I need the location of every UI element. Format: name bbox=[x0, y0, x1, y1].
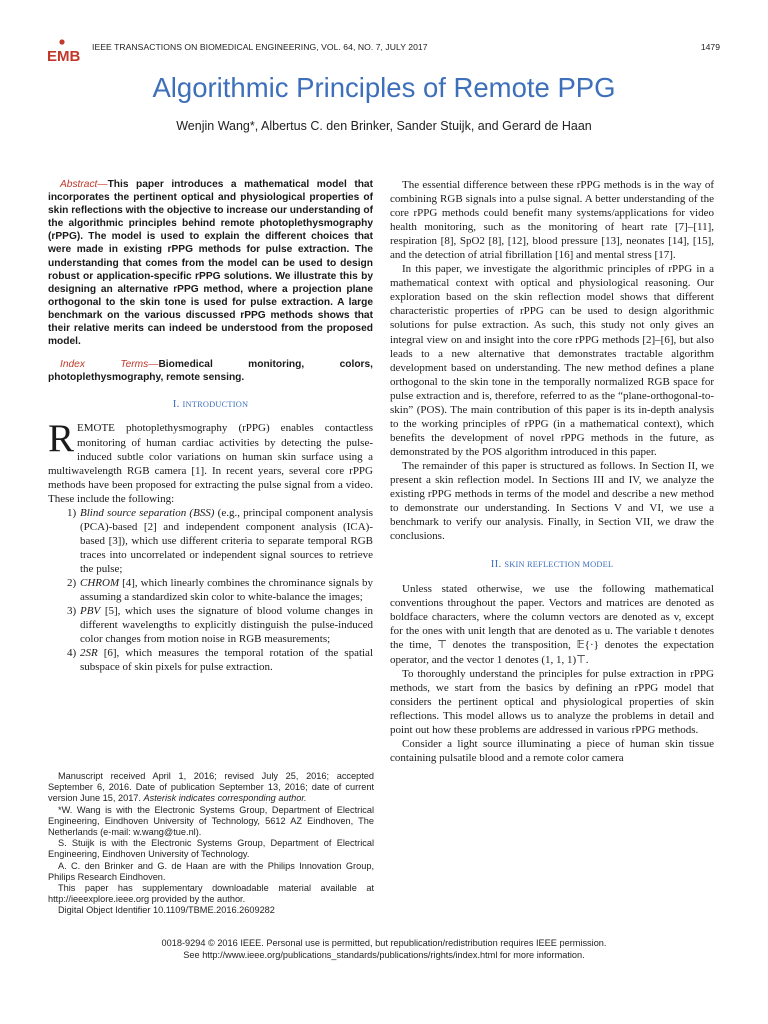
emb-logo bbox=[46, 38, 86, 66]
list-item: 3) PBV [5], which uses the signature of blood volume changes in different wavelengths to explicitly distinguish the pulse-induced color changes from motion noise in RGB measurements; bbox=[67, 605, 373, 646]
drop-cap: R bbox=[48, 417, 75, 461]
section-numeral: I. bbox=[172, 398, 180, 411]
footnote-asterisk: Asterisk indicates corresponding author. bbox=[143, 793, 307, 804]
list-item: 1) Blind source separation (BSS) (e.g., principal component analysis (PCA)-based [2] and independent component analysis (ICA)-based [3]), which use different criteria to separate temporal RGB traces into uncorrelated or independent signal sources to retrieve the pulse; bbox=[67, 506, 373, 575]
logo-text: EMB bbox=[47, 48, 81, 65]
intro-text: EMOTE photoplethysmography (rPPG) enables contactless monitoring of human cardiac activities by detecting the pulse-induced subtle color variations on human skin surface using a multiwavelength RGB camera [1]. In recent years, several core rPPG methods have been proposed for extracting the pulse signal from a video. These include the following: bbox=[48, 422, 373, 505]
footnote-supplementary: This paper has supplementary downloadable material available at http://ieeexplore.ieee.org provided by the author. bbox=[48, 883, 374, 905]
page-number: 1479 bbox=[700, 42, 720, 52]
section-heading-introduction bbox=[48, 397, 373, 412]
body-paragraph: Consider a light source illuminating a piece of human skin tissue containing pulsatile blood and a remote color camera bbox=[390, 737, 714, 764]
footnote-doi: Digital Object Identifier 10.1109/TBME.2016.2609282 bbox=[58, 905, 275, 916]
intro-paragraph bbox=[48, 417, 373, 505]
index-terms-label: Index Terms bbox=[60, 359, 149, 371]
body-paragraph: The remainder of this paper is structured as follows. In Section II, we present a skin reflection model. In Sections III and IV, we analyze the existing rPPG methods in terms of the model and describe a new method to demonstrate our understanding. In Sections V and VI, we use a benchmark to verify our analysis. Finally, in Section VII, we draw the conclusions. bbox=[390, 459, 714, 543]
body-paragraph: In this paper, we investigate the algorithmic principles of rPPG in a mathematical context with optical and physiological reasoning. Our exploration based on the skin reflection model shows that different characteristic properties of rPPG can be used to design algorithmic solutions for pulse extraction. As such, this study not only gives an integral view on and insight into the core rPPG methods [2]–[6], but also leads to a new alternative that demonstrates tractable algorithm development based on understanding. The new method defines a plane orthogonal to the skin tone in the temporally normalized RGB space for pulse extraction and is, therefore, referred to as the “plane-orthogonal-to-skin” (POS). The main contribution of this paper is its in-depth analysis to the working principles of rPPG (in a mathematical context), which benefits the development of novel rPPG methods in the future, as demonstrated by the POS algorithm introduced in this paper. bbox=[390, 263, 714, 458]
rights-url-line: See http://www.ieee.org/publications_standards/publications/rights/index.html for more information. bbox=[183, 949, 585, 960]
body-paragraph: The essential difference between these rPPG methods is in the way of combining RGB signals into a pulse signal. A better understanding of the core rPPG methods could benefit many systems/applications for video health monitoring, such as the monitoring of heart rate [7]–[11], respiration [8], SpO2 [8], [12], blood pressure [13], neonates [14], [15], and the detection of atrial fibrillation [16] and mental stress [17]. bbox=[390, 179, 714, 262]
list-item: 4) 2SR [6], which measures the temporal rotation of the spatial subspace of skin pixels for pulse extraction. bbox=[67, 647, 373, 674]
section-heading-skin-reflection: II. SKIN REFLECTION MODEL bbox=[490, 558, 614, 571]
abstract-text: This paper introduces a mathematical model that incorporates the pertinent optical and physiological properties of skin reflections with the objective to increase our understanding of the algorithmic principles behind remote photoplethysmography (rPPG). The model is used to explain the different choices that were made in existing rPPG methods for pulse extraction. The understanding that comes from the model can be used to design robust or application-specific rPPG solutions. We illustrate this by designing an alternative rPPG method, where a projection plane orthogonal to the skin tone is used for pulse extraction. A large benchmark on the various discussed rPPG methods shows that their relative merits can indeed be understood from the proposed model. bbox=[48, 179, 373, 348]
footnote-affiliation: *W. Wang is with the Electronic Systems Group, Department of Electrical Engineering, Eindhoven University of Technology, 5612 AZ Eindhoven, The Netherlands (e-mail: w.wang@tue.nl). bbox=[48, 804, 374, 838]
list-item: 2) CHROM [4], which linearly combines the chrominance signals by assuming a standardized skin color to white-balance the images; bbox=[67, 576, 373, 604]
abstract-label: Abstract bbox=[60, 179, 98, 190]
footnote-affiliation: S. Stuijk is with the Electronic Systems Group, Department of Electrical Engineering, Eindhoven University of Technology. bbox=[48, 838, 374, 860]
index-terms-text: Biomedical monitoring, colors, photoplethysmography, remote sensing. bbox=[48, 359, 373, 384]
section-title: INTRODUCTION bbox=[182, 400, 249, 410]
right-column bbox=[390, 178, 714, 765]
method-list bbox=[48, 506, 373, 675]
body-paragraph: To thoroughly understand the principles for pulse extraction in rPPG methods, we start from the basics by defining an rPPG model that considers the pertinent optical and physiological properties of skin reflections. This model allows us to analyze the problems in detail and point out how these problems are addressed in various rPPG methods. bbox=[390, 667, 714, 736]
copyright-line: 0018-9294 © 2016 IEEE. Personal use is permitted, but republication/redistribution requires IEEE permission. bbox=[161, 938, 607, 948]
paper-title: Algorithmic Principles of Remote PPG bbox=[152, 72, 616, 103]
footnote-manuscript: Manuscript received April 1, 2016; revised July 25, 2016; accepted September 6, 2016. Date of publication September 13, 2016; date of current version June 15, 2017. Asterisk indicates corresponding author. bbox=[48, 771, 374, 804]
copyright-footer bbox=[0, 938, 768, 961]
left-column bbox=[48, 178, 373, 674]
footnotes bbox=[48, 771, 374, 917]
abstract: Abstract—This paper introduces a mathematical model that incorporates the pertinent optical and physiological properties of skin reflections with the objective to increase our understanding of the algorithmic principles behind remote photoplethysmography (rPPG). The model is used to explain the different choices that were made in existing rPPG methods for pulse extraction. The understanding that comes from the model can be used to design robust or application-specific rPPG solutions. We illustrate this by designing an alternative rPPG method, where a projection plane orthogonal to the skin tone is used for pulse extraction. A large benchmark on the various discussed rPPG methods shows that their relative merits can indeed be understood from the proposed model. bbox=[48, 179, 373, 348]
footnote-affiliation: A. C. den Brinker and G. de Haan are with the Philips Innovation Group, Philips Research Eindhoven. bbox=[48, 860, 374, 882]
index-terms: Index Terms—Biomedical monitoring, colors, photoplethysmography, remote sensing. bbox=[48, 359, 373, 384]
author-list: Wenjin Wang*, Albertus C. den Brinker, Sander Stuijk, and Gerard de Haan bbox=[176, 119, 592, 133]
running-head: IEEE TRANSACTIONS ON BIOMEDICAL ENGINEERING, VOL. 64, NO. 7, JULY 2017 bbox=[92, 42, 428, 52]
body-paragraph: Unless stated otherwise, we use the following mathematical conventions throughout the paper. Vectors and matrices are denoted as boldface characters, where the column vectors are denoted as v, except for the ones with unit length that are denoted as u. The variable t denotes the time, ⊤ denotes the transposition, 𝔼{·} denotes the expectation operator, and the vector 1 denotes (1, 1, 1)⊤. bbox=[390, 583, 714, 666]
